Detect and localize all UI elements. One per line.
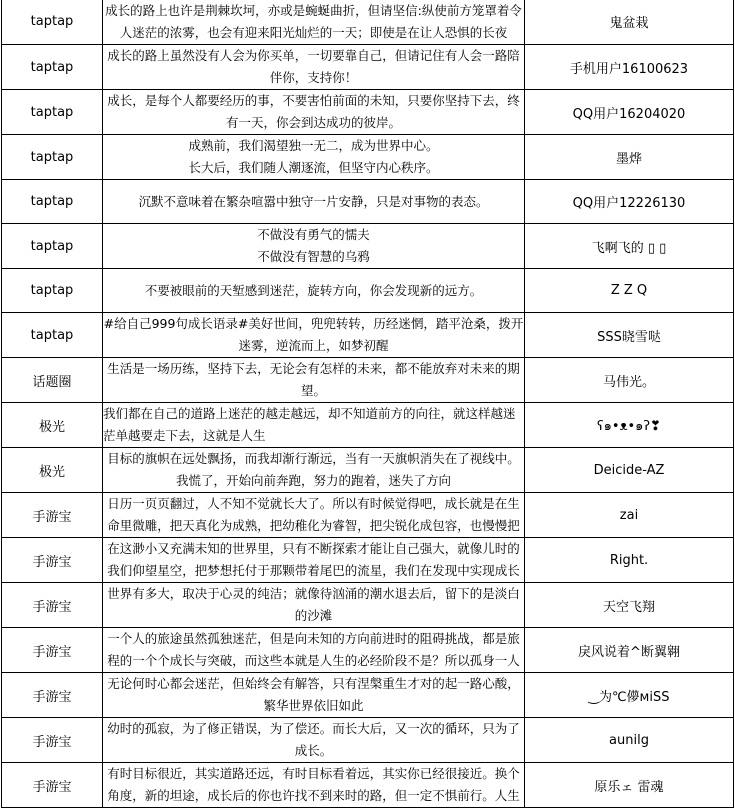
source-cell: 极光 [2,448,103,493]
table-row [2,448,734,493]
table-row [2,718,734,763]
source-cell: taptap [2,313,103,358]
quote-text: #给自己999句成长语录#美好世间，兜兜转转，历经迷惘，踏平沧桑，拨开迷雾，逆流而上，如梦初醒 [103,316,524,353]
source-cell: taptap [2,269,103,313]
quote-cell [103,583,525,628]
author-cell: Deicide-AZ [525,448,734,493]
source-cell: 手游宝 [2,538,103,583]
quote-text: 生活是一场历练，坚持下去，无论会有怎样的未来，都不能放弃对未来的期望。 [107,361,520,398]
quote-cell [103,718,525,763]
table-row [2,313,734,358]
quote-text: 不做没有勇气的懦夫 不做没有智慧的乌鸦 [257,227,370,264]
quote-cell [103,403,525,448]
quote-cell [103,673,525,718]
source-cell: 手游宝 [2,628,103,673]
source-cell: 手游宝 [2,718,103,763]
table-row [2,583,734,628]
quote-text: 目标的旗帜在远处飘扬，而我却渐行渐远，当有一天旗帜消失在了视线中。我慌了，开始向前奔跑，努力的跑着，迷失了方向 [107,451,520,488]
table-row [2,673,734,718]
table-row [2,358,734,403]
quote-cell [103,448,525,493]
author-cell: ʕ๑•ᴥ•๑ʔ❣ [525,403,734,448]
source-cell: taptap [2,45,103,90]
author-cell: Z Z Q [525,269,734,313]
source-cell: taptap [2,135,103,180]
table-row [2,90,734,135]
quote-cell [103,180,525,224]
table-row [2,493,734,538]
author-cell: QQ用户16204020 [525,90,734,135]
table-row [2,45,734,90]
author-cell: 手机用户16100623 [525,45,734,90]
source-cell: taptap [2,0,103,45]
source-cell: taptap [2,90,103,135]
quote-text: 成熟前，我们渴望独一无二，成为世界中心。 长大后，我们随人潮逐流，但坚守内心秩序。 [188,138,439,175]
author-cell: Right. [525,538,734,583]
quote-text: 沉默不意味着在繁杂喧嚣中独守一片安静，只是对事物的表态。 [138,193,489,209]
table-row [2,180,734,224]
source-cell: 手游宝 [2,583,103,628]
quote-cell [103,135,525,180]
quote-text: 无论何时心都会迷茫，但始终会有解答，只有涅槃重生才对的起一路心酸，繁华世界依旧如此 [107,676,520,713]
table-row [2,763,734,808]
quotes-table [1,0,734,808]
quote-text: 不要被眼前的天堑感到迷茫，旋转方向，你会发现新的远方。 [144,282,483,298]
author-cell: ‿为℃儚мiSS [525,673,734,718]
author-cell: 墨烨 [525,135,734,180]
author-cell: SSS晓雪哒 [525,313,734,358]
author-cell: 马伟光。 [525,358,734,403]
quote-text: 成长的路上虽然没有人会为你买单，一切要靠自己，但请记住有人会一路陪伴你，支持你！ [107,48,520,85]
quote-cell [103,224,525,269]
quote-text: 幼时的孤寂，为了修正错误，为了偿还。而长大后，又一次的循环，只为了成长。 [107,721,520,758]
quote-text: 在这渺小又充满未知的世界里，只有不断探索才能让自己强大，就像儿时的我们仰望星空，把梦想托付于那颗带着尾巴的流星，我们在发现中实现成长 [107,541,520,578]
source-cell: 极光 [2,403,103,448]
quote-cell [103,313,525,358]
quote-cell [103,45,525,90]
source-cell: taptap [2,224,103,269]
table-row [2,628,734,673]
author-cell: 天空飞翔 [525,583,734,628]
quote-cell [103,493,525,538]
author-cell: aunilg [525,718,734,763]
quote-text: 日历一页页翻过，人不知不觉就长大了。所以有时候觉得吧，成长就是在生命里微雕，把天真化为成熟，把幼稚化为睿智，把尖锐化成包容，也慢慢把 [107,496,520,533]
quote-cell [103,763,525,808]
author-cell: 戾风说着^断翼翱 [525,628,734,673]
quote-cell [103,269,525,313]
quote-text: 世界有多大，取决于心灵的纯洁；就像待汹涌的潮水退去后，留下的是淡白的沙滩 [107,586,520,623]
table-row [2,224,734,269]
author-cell: 鬼盆栽 [525,0,734,45]
source-cell: taptap [2,180,103,224]
table-row [2,269,734,313]
quote-text: 一个人的旅途虽然孤独迷茫，但是向未知的方向前进时的阻碍挑战，都是旅程的一个个成长与突破，而这些本就是人生的必经阶段不是？所以孤身一人 [107,631,520,668]
author-cell: 飞啊飞的 ▯ ▯ [525,224,734,269]
author-cell: 原乐ェ 雷魂 [525,763,734,808]
quote-text: 有时目标很近，其实道路还远，有时目标看着远，其实你已经很接近。换个角度，新的坦途，成长后的你也许找不到来时的路，但一定不惧前行。人生 [107,766,520,803]
author-cell: QQ用户12226130 [525,180,734,224]
table-row [2,0,734,45]
quote-cell [103,0,525,45]
source-cell: 手游宝 [2,673,103,718]
source-cell: 手游宝 [2,763,103,808]
quote-cell [103,628,525,673]
quotes-table-body [2,0,734,808]
author-cell: zai [525,493,734,538]
quote-cell [103,358,525,403]
quote-text: 成长，是每个人都要经历的事，不要害怕前面的未知，只要你坚持下去，终有一天，你会到达成功的彼岸。 [107,93,520,130]
quote-cell [103,538,525,583]
quote-cell [103,90,525,135]
source-cell: 话题圈 [2,358,103,403]
quote-text: 我们都在自己的道路上迷茫的越走越远，却不知道前方的向往，就这样越迷茫单越要走下去，这就是人生 [103,406,516,443]
quote-text: 成长的路上也许是荆棘坎坷，亦或是蜿蜒曲折，但请坚信:纵使前方笼罩着令人迷茫的浓雾，也会有迎来阳光灿烂的一天；即使是在让人恐惧的长夜 [105,2,522,40]
source-cell: 手游宝 [2,493,103,538]
table-row [2,538,734,583]
table-row [2,403,734,448]
table-row [2,135,734,180]
